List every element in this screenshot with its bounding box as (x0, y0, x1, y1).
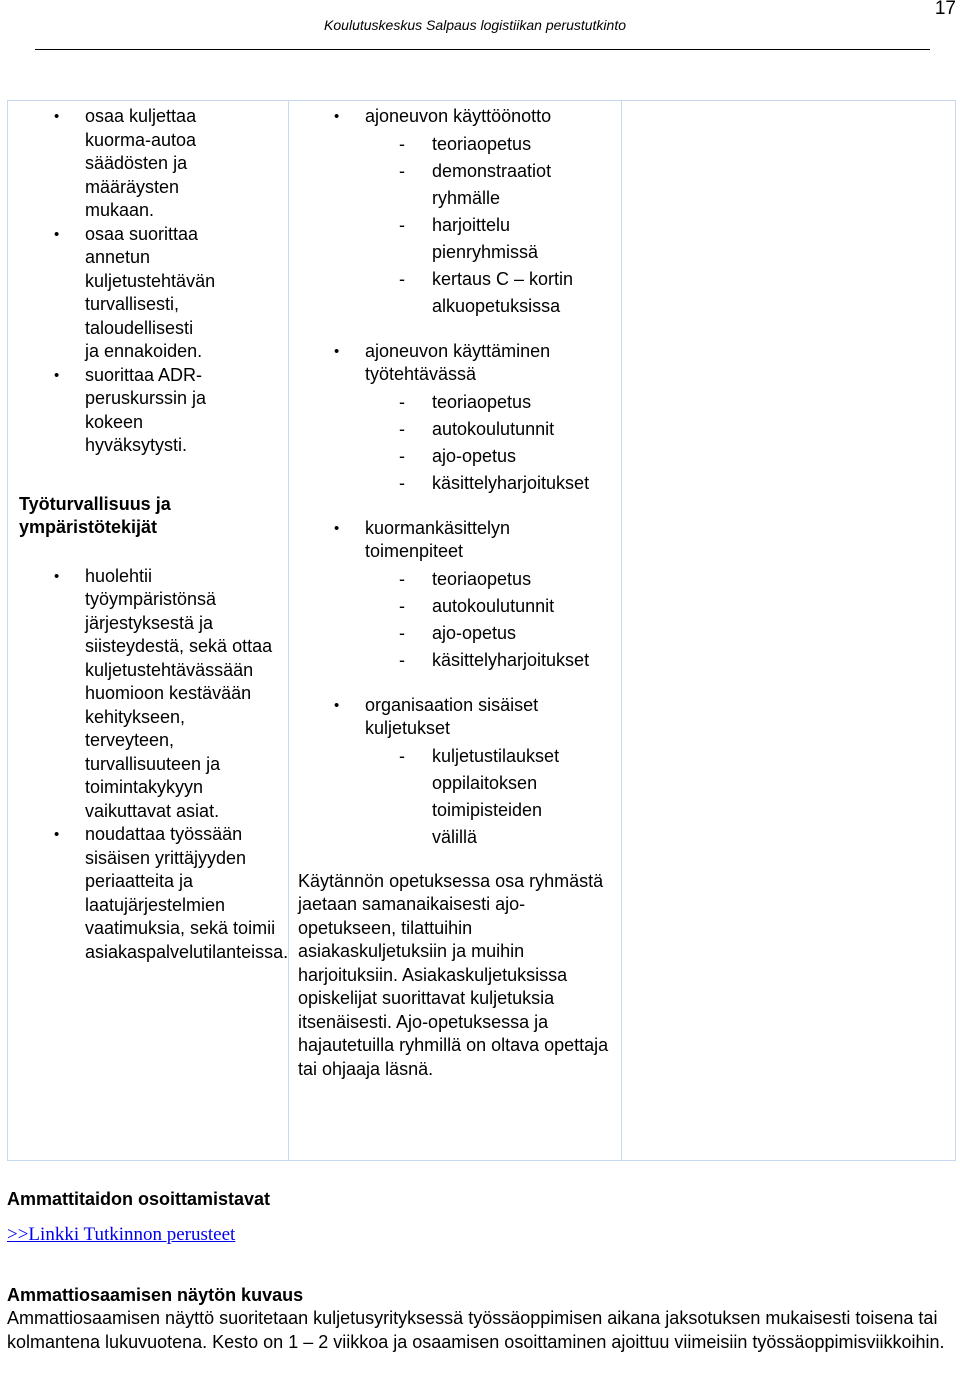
left-section-list (8, 565, 289, 965)
curriculum-link-text[interactable]: >>Linkki Tutkinnon perusteet (7, 1224, 236, 1245)
sub-item: - kuljetustilaukset (298, 743, 618, 770)
sub-item: - käsittelyharjoitukset (298, 647, 618, 674)
method-subs (298, 743, 618, 770)
sub-continuation: toimipisteiden (432, 799, 543, 820)
sub-item: - teoriaopetus (298, 566, 618, 593)
method-item (298, 340, 618, 497)
sub-item: - teoriaopetus (298, 389, 618, 416)
sub-item: - demonstraatiot ryhmälle (298, 158, 582, 212)
method-title: • ajoneuvon käyttäminen työtehtävässä (365, 340, 551, 384)
description-text: Ammattiosaamisen näyttö suoritetaan kuljetusyrityksessä työssäoppimisen aikana jaksotuksen mukaisesti toisena tai kolmantena lukuvuotena. Kesto on 1 – 2 viikkoa ja osaamisen osoittaminen ajoittuu viimeisiin työssäoppimisviikkoihin. (7, 1308, 945, 1352)
section-heading: Työturvallisuus ja ympäristötekijät (19, 493, 171, 537)
description-heading: Ammattiosaamisen näytön kuvaus (7, 1285, 304, 1305)
method-title: • organisaation sisäiset kuljetukset (365, 694, 539, 738)
sub-item: - käsittelyharjoitukset (298, 470, 618, 497)
content-table (7, 100, 956, 1161)
left-top-list (8, 105, 216, 458)
method-item (298, 105, 618, 320)
curriculum-link[interactable] (7, 1222, 952, 1247)
sub-item: - kertaus C – kortin alkuopetuksissa (298, 266, 602, 320)
page-number: 17 (934, 0, 956, 19)
header-rule (35, 49, 930, 50)
sub-item: - harjoittelu pienryhmissä (298, 212, 572, 266)
method-subs (298, 389, 618, 497)
method-subs (298, 131, 618, 320)
method-item (298, 517, 618, 674)
column-divider-1 (288, 101, 289, 1160)
list-item: • noudattaa työssään sisäisen yrittäjyyden periaatteita ja laatujärjestelmien vaatimuksia, sekä toimii asiakaspalvelutilanteissa. (8, 823, 278, 964)
header-title: Koulutuskeskus Salpaus logistiikan perustutkinto (324, 17, 626, 33)
list-item: • osaa suorittaa annetun kuljetustehtävän turvallisesti, taloudellisesti ja ennakoiden. (8, 223, 208, 364)
method-paragraph: Käytännön opetuksessa osa ryhmästä jaetaan samanaikaisesti ajo-opetukseen, tilattuihin asiakaskuljetuksiin ja muihin harjoituksiin. Asiakaskuljetuksissa opiskelijat suorittavat kuljetuksia itsenäisesti. Ajo-opetuksessa ja hajautetuilla ryhmillä on oltava opettaja tai ohjaaja läsnä. (298, 870, 609, 1079)
right-column (622, 101, 955, 1160)
sub-continuation: välillä (432, 826, 478, 847)
sub-item: - ajo-opetus (298, 620, 618, 647)
sub-item: - autokoulutunnit (298, 593, 618, 620)
list-item: • suorittaa ADR-peruskurssin ja kokeen hyväksytysti. (8, 364, 208, 458)
list-item: • huolehtii työympäristönsä järjestyksestä ja siisteydestä, sekä ottaa kuljetustehtävässään huomioon kestävään kehitykseen, terveyteen, turvallisuuteen ja toimintakykyyn vaikuttavat asiat. (8, 565, 278, 824)
method-subs (298, 566, 618, 674)
method-item (298, 694, 618, 851)
method-title: • kuormankäsittelyn toimenpiteet (365, 517, 511, 561)
sub-item: - teoriaopetus (298, 131, 618, 158)
demonstration-heading: Ammattitaidon osoittamistavat (7, 1189, 271, 1209)
method-title: • ajoneuvon käyttöönotto (365, 106, 552, 126)
sub-continuation: oppilaitoksen (432, 772, 538, 793)
sub-item: - ajo-opetus (298, 443, 618, 470)
left-column (8, 105, 289, 964)
list-item: • osaa kuljettaa kuorma-autoa säädösten ja määräysten mukaan. (8, 105, 208, 223)
middle-column (298, 105, 618, 1081)
sub-item: - autokoulutunnit (298, 416, 618, 443)
